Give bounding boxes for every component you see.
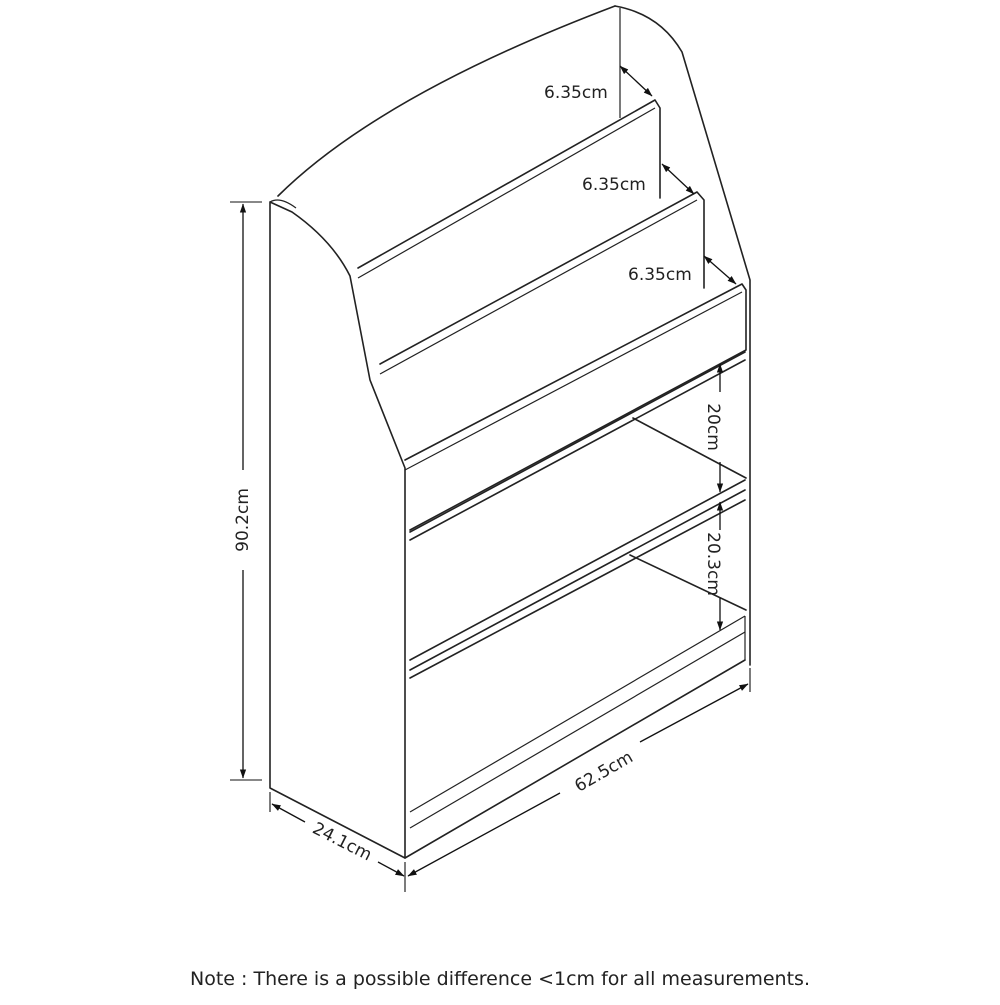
width-arrow-right — [640, 684, 748, 742]
left-side-panel — [270, 202, 405, 858]
gap-1-label: 6.35cm — [544, 83, 608, 103]
dimension-lines — [230, 66, 750, 892]
lower-shelf — [410, 480, 746, 678]
depth-arrow-left — [272, 804, 305, 822]
gap-3-label: 6.35cm — [628, 265, 692, 285]
gap-2-arrow — [662, 164, 694, 194]
gap-3-arrow — [704, 256, 736, 284]
width-arrow-left — [408, 793, 560, 876]
upper-shelf-label: 20cm — [703, 403, 723, 451]
total-height-label: 90.2cm — [233, 488, 253, 552]
front-panel — [405, 284, 746, 530]
display-dividers — [358, 100, 746, 530]
front-bottom-edge — [405, 660, 745, 858]
depth-label: 24.1cm — [309, 818, 375, 866]
width-label: 62.5cm — [571, 747, 637, 797]
gap-2-label: 6.35cm — [582, 175, 646, 195]
measurement-note: Note : There is a possible difference <1cm for all measurements. — [190, 968, 810, 990]
lower-shelf-label: 20.3cm — [703, 532, 723, 596]
shelves — [410, 352, 746, 678]
gap-1-arrow — [620, 66, 652, 96]
depth-arrow-right — [378, 862, 404, 876]
bookshelf-outline — [270, 6, 750, 858]
middle-shelf — [410, 352, 746, 540]
